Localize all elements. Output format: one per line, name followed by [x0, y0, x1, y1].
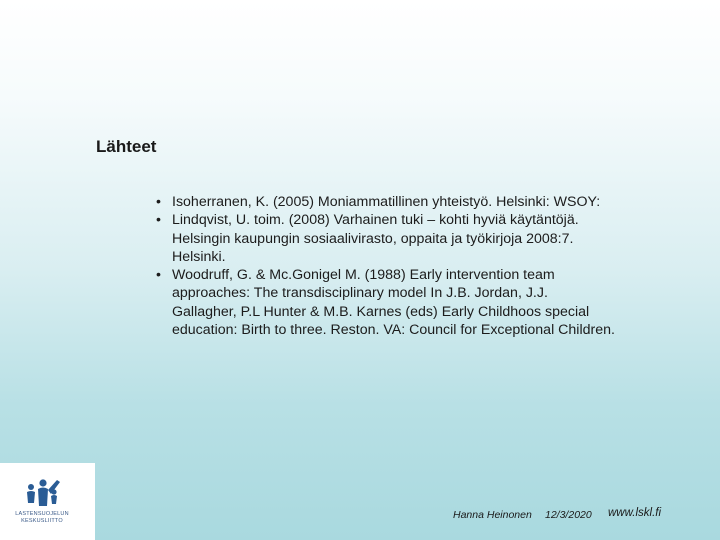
footer-date: 12/3/2020: [545, 509, 592, 521]
reference-line: Woodruff, G. & Mc.Gonigel M. (1988) Early intervention team: [172, 267, 555, 284]
reference-line: education: Birth to three. Reston. VA: Council for Exceptional Children.: [172, 322, 615, 339]
family-logo-icon: [24, 477, 64, 511]
logo-text-line: LASTENSUOJELUN: [15, 511, 69, 517]
reference-line: Lindqvist, U. toim. (2008) Varhainen tuki – kohti hyviä käytäntöjä.: [172, 212, 579, 229]
bullet-icon: •: [156, 194, 161, 210]
bullet-icon: •: [156, 212, 161, 229]
logo: [0, 463, 95, 540]
footer-author: Hanna Heinonen: [453, 509, 532, 521]
reference-item: [154, 211, 694, 266]
reference-line: approaches: The transdisciplinary model In J.B. Jordan, J.J.: [172, 285, 548, 302]
reference-line: Helsinki.: [172, 248, 226, 265]
reference-list: [154, 193, 694, 339]
reference-line: Helsingin kaupungin sosiaalivirasto, oppaita ja työkirjoja 2008:7.: [172, 230, 574, 247]
reference-item: [154, 266, 694, 339]
logo-text-line: KESKUSLIITTO: [21, 518, 63, 524]
reference-line: Gallagher, P.L Hunter & M.B. Karnes (eds) Early Childhoos special: [172, 303, 590, 320]
reference-item: [154, 193, 694, 211]
bullet-icon: •: [156, 267, 161, 284]
slide-title: Lähteet: [96, 137, 157, 156]
footer-url: www.lskl.fi: [608, 507, 662, 519]
reference-line: Isoherranen, K. (2005) Moniammatillinen yhteistyö. Helsinki: WSOY:: [172, 194, 601, 210]
